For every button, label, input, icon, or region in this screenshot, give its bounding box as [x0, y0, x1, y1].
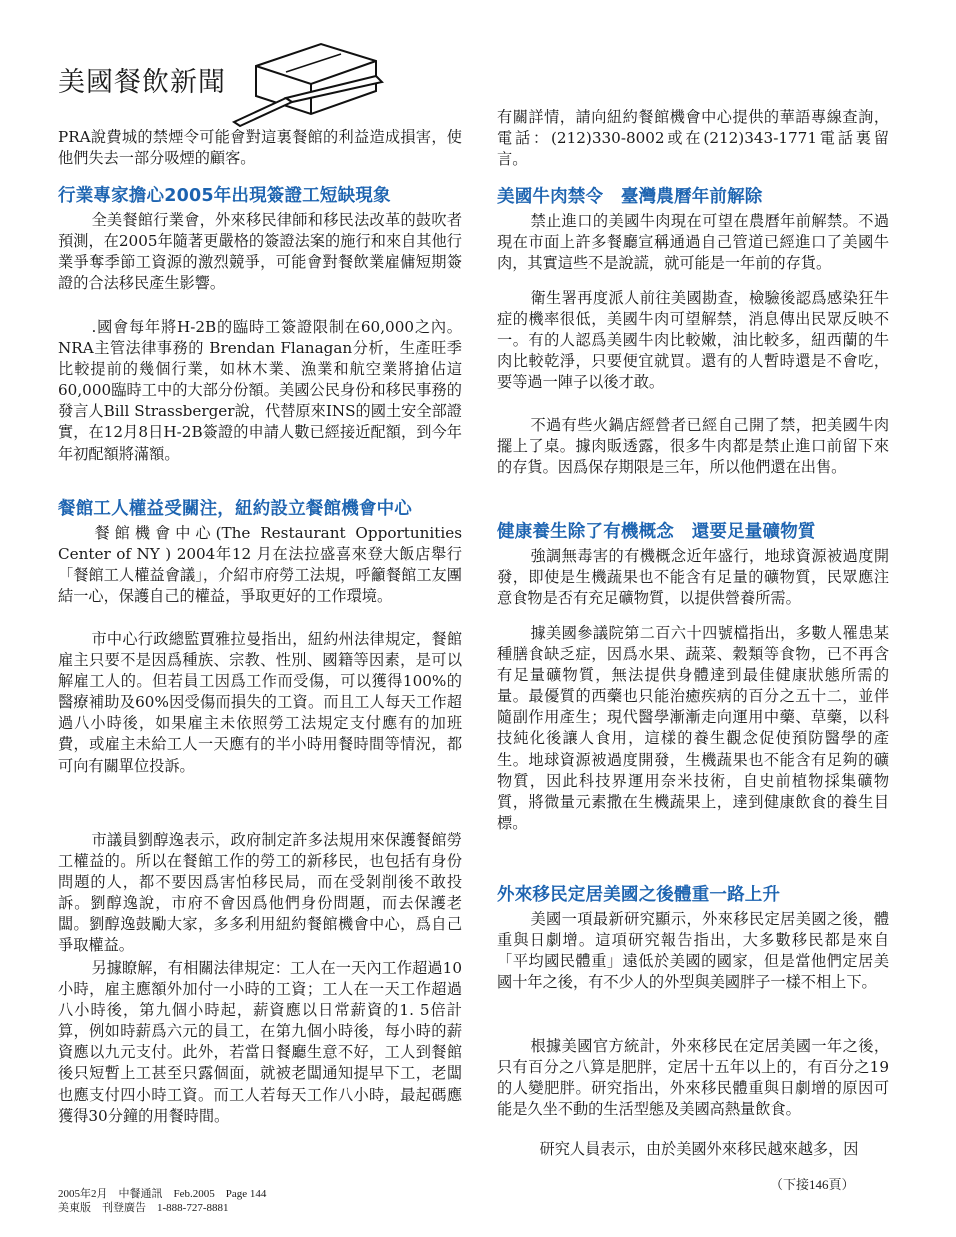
headline-minerals: 健康養生除了有機概念 還要足量礦物質 — [497, 522, 816, 542]
footer-issue-line: 2005年2月 中餐通訊 Feb.2005 Page 144 — [58, 1188, 267, 1200]
paragraph: 市議員劉醇逸表示，政府制定許多法規用來保護餐館勞工權益的。所以在餐館工作的勞工的新移民，也包括有身份問題的人，都不要因爲害怕移民局，而在受剝削後不敢投訴。劉醇逸說，市府不會因爲他們身份問題，而去保護老闆。劉醇逸鼓勵大家，多多利用紐約餐館機會中心，爲自己爭取權益。 — [58, 831, 462, 955]
paragraph: 研究人員表示，由於美國外來移民越來越多，因 — [539, 1140, 859, 1158]
headline-us-beef: 美國牛肉禁令 臺灣農曆年前解除 — [497, 187, 763, 207]
paragraph: 餐館機會中心(The Restaurant Opportunities Center of NY ) 2004年12 月在法拉盛喜來登大飯店舉行「餐館工人權益會議」，介紹市府勞工法規，呼籲餐館工友團結一心，保護自己的權益，爭取更好的工作環境。 — [58, 524, 462, 606]
paragraph: 強調無毒害的有機概念近年盛行，地球資源被過度開發，即使是生機蔬果也不能含有足量的礦物質，民眾應注意食物是否有充足礦物質，以提供營養所需。 — [497, 547, 889, 608]
butter-knife-icon — [226, 36, 396, 128]
paragraph: 據美國參議院第二百六十四號檔指出，多數人罹患某種膳食缺乏症，因爲水果、蔬菜、穀類等食物，已不再含有足量礦物質，無法提供身體達到最佳健康狀態所需的量。最優質的西藥也只能治癒疾病的百分之五十二，並伴隨副作用產生；現代醫學漸漸走向運用中藥、草藥，以科技純化後讓人食用，這樣的養生觀念促使預防醫學的產生。地球資源被過度開發，生機蔬果也不能含有足夠的礦物質，因此科技界運用奈米技術，自史前植物採集礦物質，將微量元素撒在生機蔬果上，達到健康飲食的養生目標。 — [497, 624, 889, 832]
section-title: 美國餐飲新聞 — [58, 67, 226, 98]
footer-ad-line: 美東版 刊登廣告 1-888-727-8881 — [58, 1202, 229, 1214]
page-header — [58, 36, 458, 136]
headline-restaurant-workers: 餐館工人權益受關注，紐約設立餐館機會中心 — [58, 499, 412, 519]
paragraph: 全美餐館行業會，外來移民律師和移民法改革的鼓吹者預測，在2005年隨著更嚴格的簽證法案的施行和來自其他行業爭奪季節工資源的激烈競爭，可能會對餐飲業雇傭短期簽證的合法移民產生影響。 — [58, 211, 462, 293]
headline-immigrant-weight: 外來移民定居美國之後體重一路上升 — [497, 885, 781, 905]
paragraph: 不過有些火鍋店經營者已經自己開了禁，把美國牛肉擺上了桌。據肉販透露，很多牛肉都是禁止進口前留下來的存貨。因爲保存期限是三年，所以他們還在出售。 — [497, 416, 889, 477]
paragraph: 市中心行政總監賈雅拉曼指出，紐約州法律規定，餐館雇主只要不是因爲種族、宗教、性別、國籍等因素，是可以解雇工人的。但若員工因爲工作而受傷，可以獲得100%的醫療補助及60%因受傷而損失的工資。而且工人每天工作超過八小時後，如果雇主未依照勞工法規定支付應有的加班費，或雇主未給工人一天應有的半小時用餐時間等情況，都可向有關單位投訴。 — [58, 630, 462, 775]
paragraph: 根據美國官方統計，外來移民在定居美國一年之後，只有百分之八算是肥胖，定居十五年以上的，有百分之19的人變肥胖。研究指出，外來移民體重與日劇增的原因可能是久坐不動的生活型態及美國高熱量飲食。 — [497, 1037, 889, 1119]
paragraph: 美國一項最新研究顯示，外來移民定居美國之後，體重與日劇增。這項研究報告指出，大多數移民都是來自「平均國民體重」遠低於美國的國家，但是當他們定居美國十年之後，有不少人的外型與美國胖子一樣不相上下。 — [497, 910, 889, 992]
paragraph: 有關詳情，請向紐約餐館機會中心提供的華語專線查詢，電話：(212)330-8002或在(212)343-1771電話裏留言。 — [497, 108, 889, 169]
paragraph: 禁止進口的美國牛肉現在可望在農曆年前解禁。不過現在市面上許多餐廳宣稱通過自己管道已經進口了美國牛肉，其實這些不是說謊，就可能是一年前的存貨。 — [497, 212, 889, 273]
page-footer — [58, 1187, 266, 1215]
paragraph: .國會每年將H-2B的臨時工簽證限制在60,000之內。NRA主管法律事務的 Brendan Flanagan分析，生產旺季比較提前的幾個行業，如林木業、漁業和航空業將搶佔這60,000臨時工中的大部分份額。美國公民身份和移民事務的發言人Bill Strassberger說，代替原來INS的國土安全部證實，在12月8日H-2B簽證的申請人數已經接近配額，到今年年初配額將滿額。 — [58, 318, 462, 463]
intro-paragraph: PRA說費城的禁煙令可能會對這裏餐館的利益造成損害，使他們失去一部分吸煙的顧客。 — [58, 128, 462, 168]
paragraph: 衛生署再度派人前往美國勘查，檢驗後認爲感染狂牛症的機率很低，美國牛肉可望解禁，消息傳出民眾反映不一。有的人認爲美國牛肉比較嫩，油比較多，紐西蘭的牛肉比較乾淨，只要便宜就買。還有的人暫時還是不會吃，要等過一陣子以後才敢。 — [497, 289, 889, 392]
paragraph: 另據瞭解，有相關法律規定：工人在一天內工作超過10小時，雇主應額外加付一小時的工資；工人在一天工作超過八小時後，第九個小時起，薪資應以日常薪資的1. 5倍計算，例如時薪爲六元的員工，在第九個小時後，每小時的薪資應以九元支付。此外，若當日餐廳生意不好，工人到餐館後只短暫上工甚至只露個面，就被老闆通知提早下工，老闆也應支付四小時工資。而工人若每天工作八小時，最起碼應獲得30分鐘的用餐時間。 — [58, 959, 462, 1125]
continued-note: （下接146頁） — [770, 1177, 855, 1192]
headline-visa-shortage: 行業專家擔心2005年出現簽證工短缺現象 — [58, 186, 391, 206]
